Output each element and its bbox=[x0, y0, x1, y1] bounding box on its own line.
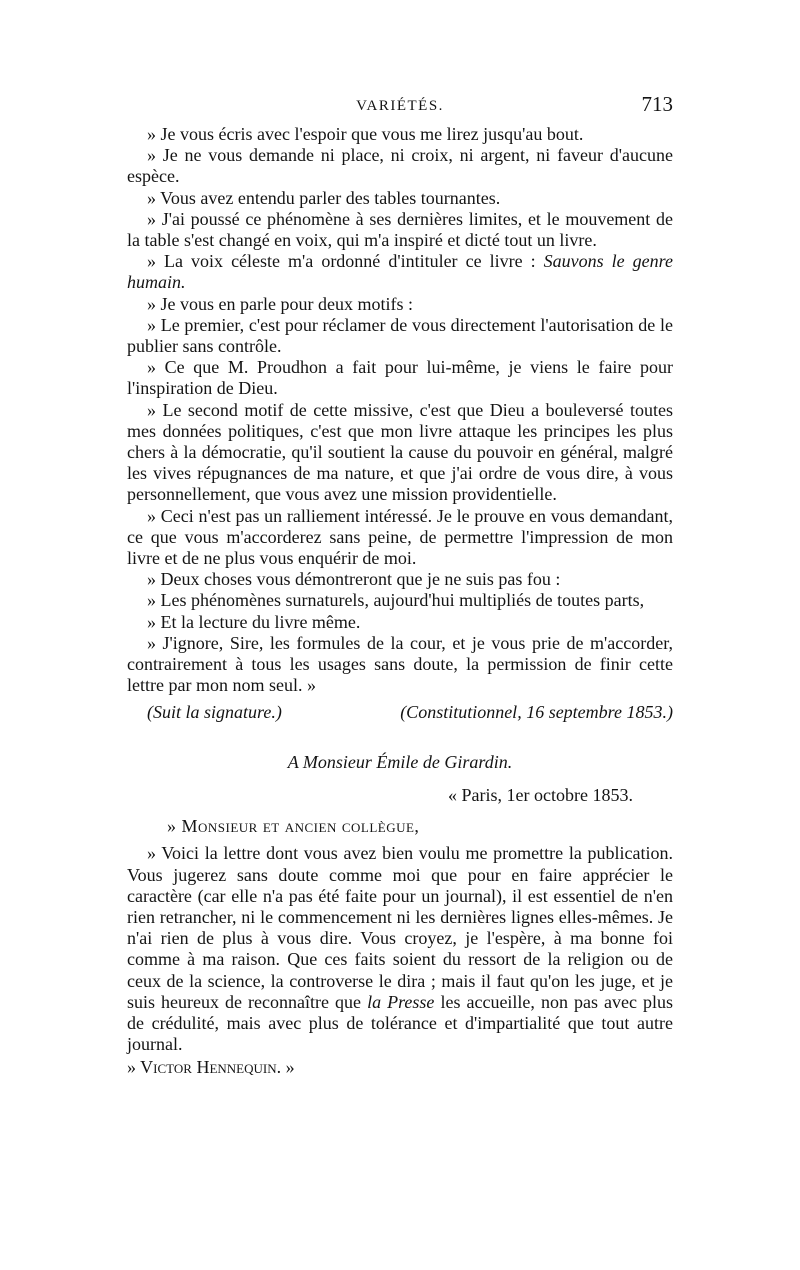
paragraph: » J'ignore, Sire, les formules de la cour, et je vous prie de m'accorder, contrairement à tous les usages sans doute, la permission de finir cette lettre par mon nom seul. » bbox=[127, 632, 673, 696]
signature-line bbox=[127, 702, 673, 723]
paragraph: » Je vous en parle pour deux motifs : bbox=[147, 293, 413, 314]
paragraph: » Je ne vous demande ni place, ni croix, ni argent, ni faveur d'aucune espèce. bbox=[127, 145, 673, 187]
book-title: Sauvons le genre humain. bbox=[127, 251, 673, 293]
running-head: VARIÉTÉS. bbox=[356, 98, 444, 114]
dateline: « Paris, 1er octobre 1853. bbox=[448, 784, 633, 805]
paragraph: » J'ai poussé ce phénomène à ses dernières limites, et le mouvement de la table s'est changé en voix, qui m'a inspiré et dicté tout un livre. bbox=[127, 208, 673, 251]
paragraph: » Vous avez entendu parler des tables tournantes. bbox=[147, 187, 501, 208]
closing-signature: » Victor Hennequin. » bbox=[127, 1057, 295, 1078]
paragraph: » Les phénomènes surnaturels, aujourd'hui multipliés de toutes parts, bbox=[147, 590, 645, 611]
paragraph: » Ceci n'est pas un ralliement intéressé. Je le prouve en vous demandant, ce que vous m'accorderez sans peine, de permettre l'impression de mon livre et de ne plus vous enquérir de moi. bbox=[127, 505, 673, 569]
addressee: A Monsieur Émile de Girardin. bbox=[287, 751, 513, 772]
signature-note: (Suit la signature.) bbox=[147, 702, 282, 723]
letter-body bbox=[127, 843, 673, 1055]
paragraph: » Ce que M. Proudhon a fait pour lui-même, je viens le faire pour l'inspiration de Dieu. bbox=[127, 357, 673, 399]
paragraph-book-title bbox=[127, 251, 673, 293]
body-text bbox=[127, 124, 673, 1079]
letter-body-text: » Voici la lettre dont vous avez bien voulu me promettre la publication. Vous jugerez sans doute comme moi que pour en faire apprécier le caractère (car elle n'a pas été faite pour un journal), il est essentiel de n'en rien retrancher, ni le commencement ni les dernières lignes elles-mêmes. Je n'ai rien de plus à vous dire. Vous croyez, je l'espère, à ma bonne foi comme à ma raison. Que ces faits soient du ressort de la religion ou de ceux de la science, la controverse le dira ; mais il faut qu'on les juge, et je suis heureux de reconnaître que bbox=[127, 843, 673, 1012]
letter-body-end: les accueille, non pas avec plus de crédulité, mais avec plus de tolérance et d'impartialité que tout autre journal. bbox=[127, 991, 674, 1055]
journal-name: la Presse bbox=[367, 991, 435, 1012]
paragraph: » Le premier, c'est pour réclamer de vous directement l'autorisation de le publier sans contrôle. bbox=[127, 314, 673, 357]
paragraph: » Deux choses vous démontreront que je ne suis pas fou : bbox=[147, 569, 561, 590]
source-citation: (Constitutionnel, 16 septembre 1853.) bbox=[400, 702, 673, 723]
salutation: » Monsieur et ancien collègue, bbox=[167, 816, 420, 837]
paragraph: » Je vous écris avec l'espoir que vous me lirez jusqu'au bout. bbox=[147, 124, 584, 144]
paragraph-text: » La voix céleste m'a ordonné d'intituler ce livre : bbox=[147, 251, 536, 272]
paragraph: » Le second motif de cette missive, c'est que Dieu a bouleversé toutes mes données politiques, c'est que mon livre attaque les principes les plus chers à la démocratie, qu'il soutient la cause du pouvoir en général, malgré les vives répugnances de ma nature, et que j'ai ordre de vous dire, à vous personnellement, que vous avez une mission providentielle. bbox=[127, 399, 673, 505]
page-header bbox=[127, 92, 673, 122]
paragraph: » Et la lecture du livre même. bbox=[147, 611, 361, 632]
page-number: 713 bbox=[641, 92, 673, 116]
